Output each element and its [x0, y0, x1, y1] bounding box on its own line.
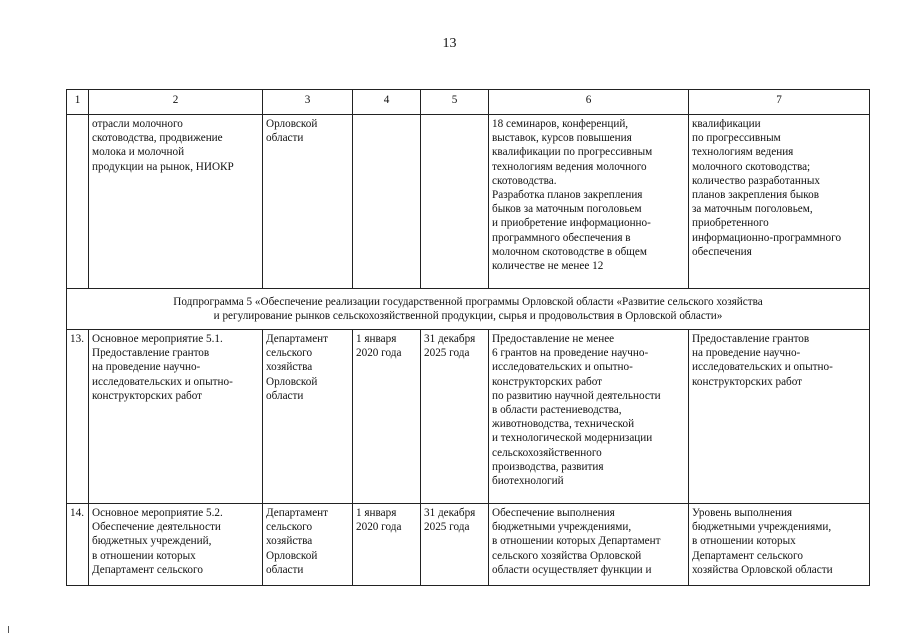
row-number-cell: 13. [67, 330, 89, 504]
cell-line: технологиям ведения молочного [492, 160, 647, 173]
column-header: 3 [263, 90, 353, 115]
expected-result-cell [489, 330, 689, 504]
cell-line: сельского хозяйства Орловской [492, 549, 642, 562]
cell-line: Орловской [266, 549, 318, 562]
cell-line: 6 грантов на проведение научно- [492, 347, 649, 360]
table-row-continued [67, 115, 870, 289]
cell-line: области осуществляет функции и [492, 563, 652, 576]
column-header: 4 [353, 90, 421, 115]
cell-line: технологиям ведения [692, 146, 794, 159]
cell-line: в отношении которых [692, 535, 796, 548]
cell-line: скотоводства, продвижение [92, 132, 223, 145]
cell-line: сельскохозяйственного [492, 446, 602, 459]
table-row-13 [67, 330, 870, 504]
cell-line: молочного скотоводства; [692, 160, 811, 173]
cell-line: отрасли молочного [92, 118, 183, 130]
cell-line: Обеспечение деятельности [92, 521, 221, 534]
cell-line: информационно-программного [692, 231, 842, 244]
cell-line: производства, развития [492, 460, 604, 473]
cell-line: программного обеспечения в [492, 231, 631, 244]
cell-line: на проведение научно- [692, 347, 801, 360]
cell-line: 1 января [356, 507, 397, 519]
executor-cell [263, 115, 353, 289]
subprogram-line: и регулирование рынков сельскохозяйственной продукции, сырья и продовольствия в Орловской области» [213, 310, 723, 322]
cell-line: на проведение научно- [92, 361, 201, 374]
start-date-cell [353, 504, 421, 586]
measure-cell [89, 330, 263, 504]
measure-cell [89, 115, 263, 289]
cell-line: сельского [266, 521, 313, 534]
end-date-cell [421, 504, 489, 586]
cell-line: животноводства, технической [492, 418, 635, 431]
scan-artifact-mark [8, 626, 9, 633]
subprogram-line: Подпрограмма 5 «Обеспечение реализации государственной программы Орловской области «Развитие сельского хозяйства [173, 295, 763, 308]
cell-line: конструкторских работ [492, 375, 603, 388]
cell-line: 2025 года [424, 521, 470, 534]
cell-line: молочном скотоводстве в общем [492, 245, 647, 258]
cell-line: в отношении которых [92, 549, 196, 562]
cell-line: Разработка планов закрепления [492, 189, 643, 202]
cell-line: области [266, 132, 304, 145]
row-number-cell: 14. [67, 504, 89, 586]
cell-line: молока и молочной [92, 146, 185, 159]
cell-line: 1 января [356, 333, 397, 345]
executor-cell [263, 504, 353, 586]
cell-line: 31 декабря [424, 507, 476, 519]
cell-line: исследовательских и опытно- [92, 375, 233, 388]
cell-line: за маточным поголовьем, [692, 203, 813, 216]
cell-line: в отношении которых Департамент [492, 535, 661, 548]
end-date-cell [421, 115, 489, 289]
subprogram-row [67, 289, 870, 330]
column-header: 1 [67, 90, 89, 115]
table-row-14 [67, 504, 870, 586]
cell-line: и приобретение информационно- [492, 217, 651, 230]
cell-line: квалификации [692, 118, 761, 130]
cell-line: Основное мероприятие 5.1. [92, 333, 223, 345]
cell-line: 2020 года [356, 347, 402, 360]
cell-line: количество разработанных [692, 174, 820, 187]
cell-line: хозяйства Орловской области [692, 563, 833, 576]
cell-line: Уровень выполнения [692, 507, 793, 519]
column-header-row [67, 90, 870, 115]
cell-line: Департамент сельского [692, 549, 803, 562]
cell-line: конструкторских работ [92, 389, 203, 402]
cell-line: продукции на рынок, НИОКР [92, 160, 234, 173]
cell-line: исследовательских и опытно- [692, 361, 833, 374]
cell-line: исследовательских и опытно- [492, 361, 633, 374]
cell-line: сельского [266, 347, 313, 360]
column-header: 2 [89, 90, 263, 115]
cell-line: хозяйства [266, 361, 313, 374]
start-date-cell [353, 115, 421, 289]
cell-line: приобретенного [692, 217, 769, 230]
measure-cell [89, 504, 263, 586]
indicator-cell [689, 504, 870, 586]
cell-line: хозяйства [266, 535, 313, 548]
cell-line: Предоставление грантов [92, 347, 210, 360]
cell-line: Орловской [266, 118, 318, 130]
cell-line: области [266, 563, 304, 576]
cell-line: Орловской [266, 375, 318, 388]
cell-line: биотехнологий [492, 475, 564, 488]
column-header: 7 [689, 90, 870, 115]
cell-line: 18 семинаров, конференций, [492, 118, 629, 130]
page-number: 13 [442, 36, 457, 51]
cell-line: и технологической модернизации [492, 432, 653, 445]
cell-line: бюджетными учреждениями, [692, 521, 832, 534]
column-header: 6 [489, 90, 689, 115]
start-date-cell [353, 330, 421, 504]
cell-line: в области растениеводства, [492, 404, 622, 417]
cell-line: по развитию научной деятельности [492, 389, 661, 402]
program-table [66, 89, 870, 586]
cell-line: количестве не менее 12 [492, 260, 604, 273]
cell-line: бюджетных учреждений, [92, 535, 212, 548]
cell-line: скотоводства. [492, 174, 557, 187]
cell-line: Предоставление не менее [492, 333, 615, 345]
expected-result-cell [489, 504, 689, 586]
cell-line: Департамент [266, 333, 329, 345]
cell-line: 2025 года [424, 347, 470, 360]
cell-line: Предоставление грантов [692, 333, 810, 345]
expected-result-cell [489, 115, 689, 289]
cell-line: обеспечения [692, 245, 752, 258]
indicator-cell [689, 330, 870, 504]
row-number-cell [67, 115, 89, 289]
subprogram-title [67, 289, 870, 330]
cell-line: выставок, курсов повышения [492, 132, 632, 145]
cell-line: Обеспечение выполнения [492, 507, 615, 519]
cell-line: области [266, 389, 304, 402]
executor-cell [263, 330, 353, 504]
cell-line: Основное мероприятие 5.2. [92, 507, 223, 519]
cell-line: по прогрессивным [692, 132, 781, 145]
cell-line: бюджетными учреждениями, [492, 521, 632, 534]
cell-line: конструкторских работ [692, 375, 803, 388]
cell-line: планов закрепления быков [692, 189, 819, 202]
end-date-cell [421, 330, 489, 504]
cell-line: квалификации по прогрессивным [492, 146, 653, 159]
cell-line: Департамент [266, 507, 329, 519]
cell-line: быков за маточным поголовьем [492, 203, 642, 216]
cell-line: 31 декабря [424, 333, 476, 345]
column-header: 5 [421, 90, 489, 115]
indicator-cell [689, 115, 870, 289]
cell-line: Департамент сельского [92, 563, 203, 576]
cell-line: 2020 года [356, 521, 402, 534]
